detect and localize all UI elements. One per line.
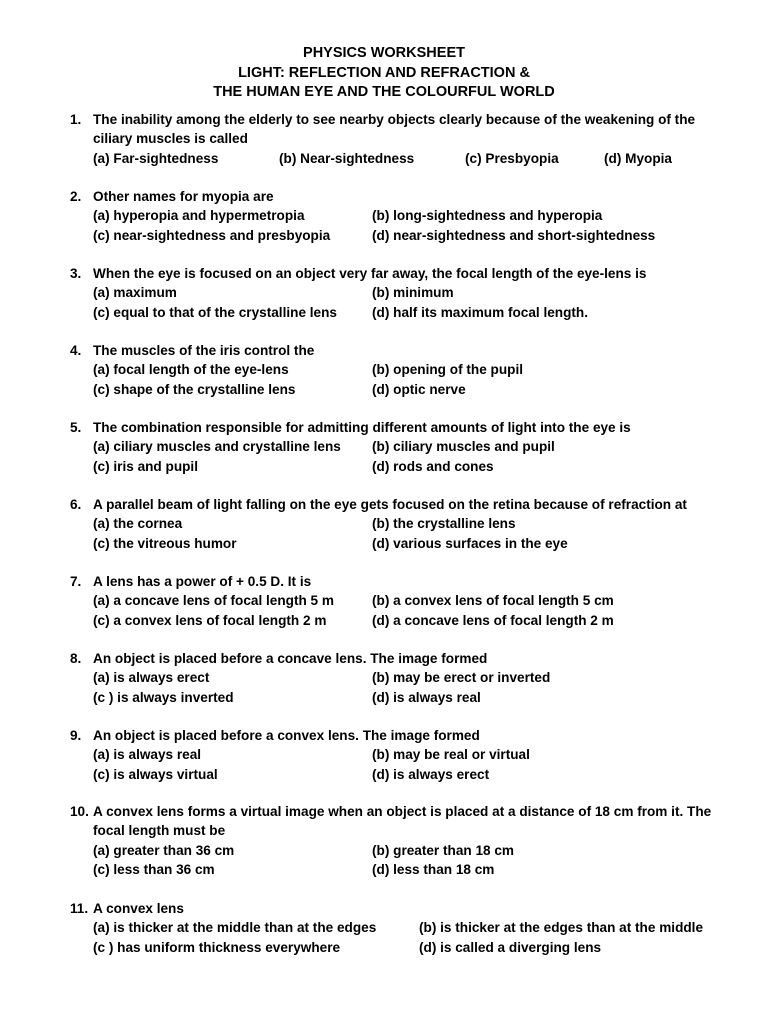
question-number: 5. bbox=[70, 420, 82, 435]
option-d: (d) a concave lens of focal length 2 m bbox=[372, 612, 614, 628]
question-number: 1. bbox=[70, 112, 82, 127]
question-6 bbox=[70, 495, 733, 553]
question-text: An object is placed before a concave lens. The image formed bbox=[93, 651, 488, 666]
question-number: 7. bbox=[70, 574, 82, 589]
option-b: (b) the crystalline lens bbox=[372, 516, 516, 532]
option-b: (b) may be erect or inverted bbox=[372, 670, 551, 686]
option-b: (b) is thicker at the edges than at the middle bbox=[419, 920, 704, 936]
option-b: (b) greater than 18 cm bbox=[372, 842, 515, 858]
option-a: (a) the cornea bbox=[93, 516, 183, 532]
question-1 bbox=[70, 110, 733, 168]
option-d: (d) optic nerve bbox=[372, 381, 466, 397]
option-a: (a) is always real bbox=[93, 747, 202, 763]
option-d: (d) various surfaces in the eye bbox=[372, 535, 568, 551]
question-7 bbox=[70, 572, 733, 630]
option-b: (b) Near-sightedness bbox=[279, 150, 415, 166]
question-9 bbox=[70, 726, 733, 784]
question-number: 6. bbox=[70, 497, 82, 512]
question-number: 9. bbox=[70, 728, 82, 743]
option-a: (a) Far-sightedness bbox=[93, 150, 219, 166]
question-text: A convex lens bbox=[93, 901, 184, 916]
question-text: A parallel beam of light falling on the eye gets focused on the retina because of refraction at bbox=[93, 497, 687, 512]
option-c: (c) near-sightedness and presbyopia bbox=[93, 227, 331, 243]
option-d: (d) near-sightedness and short-sightedness bbox=[372, 227, 656, 243]
option-a: (a) ciliary muscles and crystalline lens bbox=[93, 439, 341, 455]
option-c: (c) iris and pupil bbox=[93, 458, 198, 474]
option-d: (d) less than 18 cm bbox=[372, 861, 495, 877]
question-11 bbox=[70, 899, 733, 957]
option-d: (d) rods and cones bbox=[372, 458, 494, 474]
page-title: PHYSICS WORKSHEET bbox=[303, 45, 465, 61]
option-b: (b) long-sightedness and hyperopia bbox=[372, 208, 603, 224]
question-4 bbox=[70, 341, 733, 399]
option-b: (b) may be real or virtual bbox=[372, 747, 530, 763]
option-a: (a) is always erect bbox=[93, 670, 210, 686]
question-text: The inability among the elderly to see nearby objects clearly because of the weakening of the ciliary muscles is called bbox=[93, 112, 696, 147]
question-number: 10. bbox=[70, 804, 89, 819]
question-number: 2. bbox=[70, 189, 82, 204]
option-a: (a) focal length of the eye-lens bbox=[93, 362, 289, 378]
option-a: (a) hyperopia and hypermetropia bbox=[93, 208, 305, 224]
option-c: (c) a convex lens of focal length 2 m bbox=[93, 612, 327, 628]
option-c: (c) shape of the crystalline lens bbox=[93, 381, 296, 397]
question-number: 11. bbox=[70, 901, 89, 916]
question-number: 8. bbox=[70, 651, 82, 666]
question-number: 3. bbox=[70, 266, 82, 281]
option-c: (c) equal to that of the crystalline lens bbox=[93, 304, 337, 320]
option-b: (b) a convex lens of focal length 5 cm bbox=[372, 593, 614, 609]
question-text: A convex lens forms a virtual image when an object is placed at a distance of 18 cm from it. The focal length must be bbox=[93, 804, 712, 839]
option-d: (d) is called a diverging lens bbox=[419, 939, 602, 955]
question-5 bbox=[70, 418, 733, 476]
option-c: (c ) is always inverted bbox=[93, 689, 234, 705]
option-d: (d) is always erect bbox=[372, 766, 490, 782]
question-text: A lens has a power of + 0.5 D. It is bbox=[93, 574, 312, 589]
option-c: (c) is always virtual bbox=[93, 766, 218, 782]
question-text: The combination responsible for admitting different amounts of light into the eye is bbox=[93, 420, 631, 435]
question-number: 4. bbox=[70, 343, 82, 358]
option-c: (c ) has uniform thickness everywhere bbox=[93, 939, 341, 955]
question-text: The muscles of the iris control the bbox=[93, 343, 315, 358]
page-subtitle-1: LIGHT: REFLECTION AND REFRACTION & bbox=[238, 64, 530, 81]
question-8 bbox=[70, 649, 733, 707]
worksheet-header bbox=[0, 44, 768, 103]
option-a: (a) is thicker at the middle than at the edges bbox=[93, 920, 377, 936]
option-a: (a) maximum bbox=[93, 285, 177, 301]
option-c: (c) Presbyopia bbox=[465, 150, 559, 166]
option-a: (a) greater than 36 cm bbox=[93, 842, 235, 858]
question-text: An object is placed before a convex lens. The image formed bbox=[93, 728, 480, 743]
option-d: (d) Myopia bbox=[604, 150, 672, 166]
option-b: (b) minimum bbox=[372, 285, 454, 301]
question-text: Other names for myopia are bbox=[93, 189, 274, 204]
page-subtitle-2: THE HUMAN EYE AND THE COLOURFUL WORLD bbox=[213, 84, 555, 100]
question-10 bbox=[70, 802, 733, 879]
question-2 bbox=[70, 187, 733, 245]
question-text: When the eye is focused on an object very far away, the focal length of the eye-lens is bbox=[93, 266, 647, 281]
option-d: (d) is always real bbox=[372, 689, 481, 705]
option-b: (b) ciliary muscles and pupil bbox=[372, 439, 555, 455]
option-c: (c) less than 36 cm bbox=[93, 861, 215, 877]
option-b: (b) opening of the pupil bbox=[372, 362, 524, 378]
option-d: (d) half its maximum focal length. bbox=[372, 304, 589, 320]
question-3 bbox=[70, 264, 733, 322]
option-a: (a) a concave lens of focal length 5 m bbox=[93, 593, 334, 609]
option-c: (c) the vitreous humor bbox=[93, 535, 237, 551]
